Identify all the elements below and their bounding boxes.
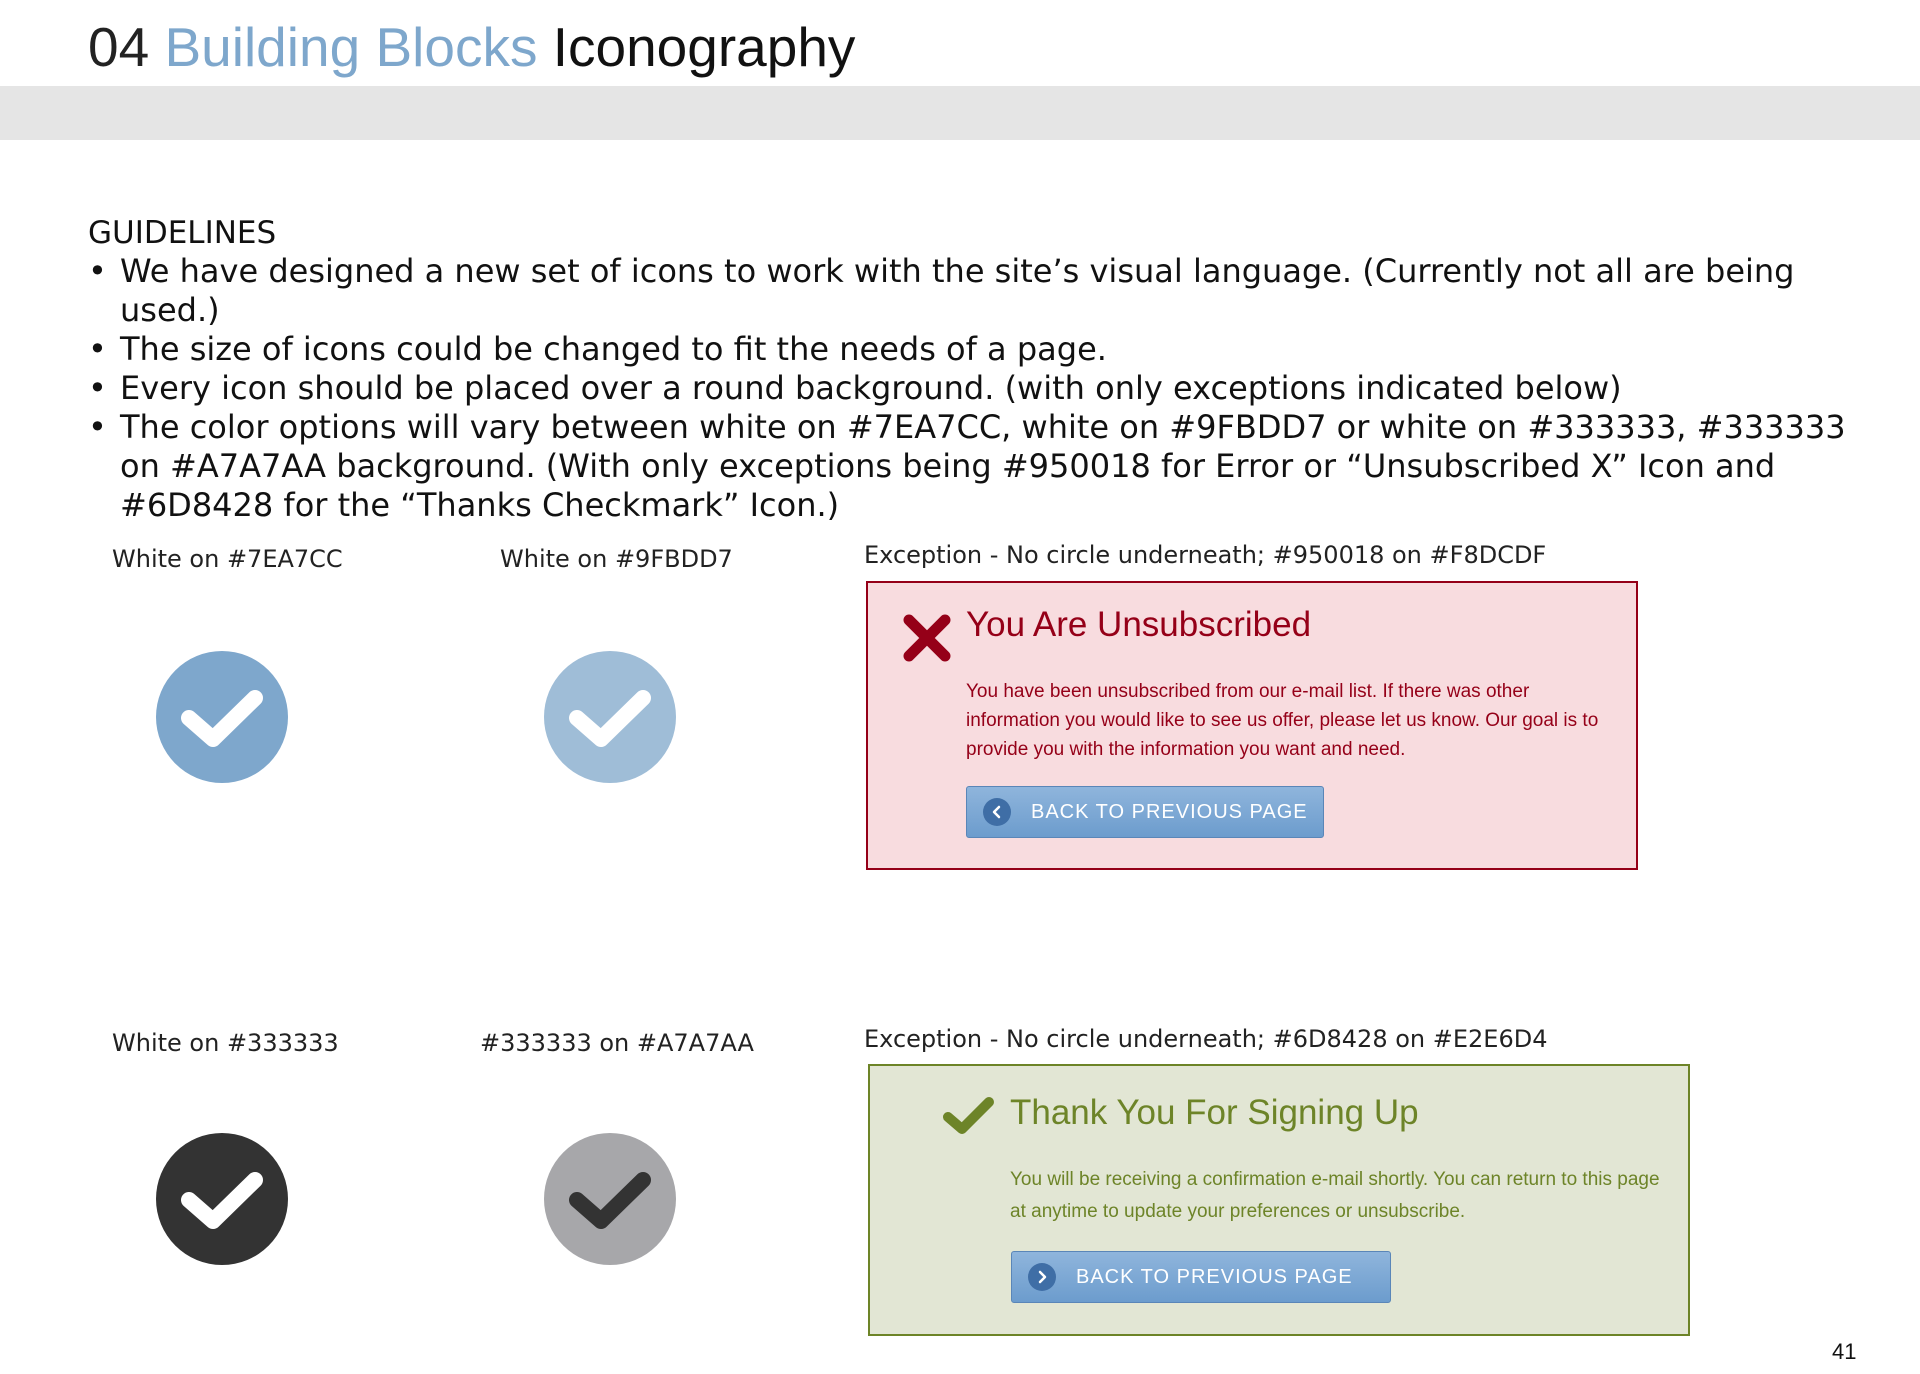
guideline-text: The color options will vary between white on #7EA7CC, white on #9FBDD7 or white on #333333, #333333 on #A7A7AA background. (With only exceptions being #950018 for Error or “Unsubscribed X” Icon and #6D8428 for the “Thanks Checkmark” Icon.) [120,408,1846,524]
checkmark-icon [156,651,288,783]
guidelines-list [88,252,1848,525]
bullet: • [88,408,107,446]
panel-message: You have been unsubscribed from our e-mail list. If there was other information you would like to see us offer, please let us know. Our goal is to provide you with the information you want and need. [966,681,1599,760]
bullet: • [88,369,107,407]
panel-message: You will be receiving a confirmation e-mail shortly. You can return to this page at anytime to update your preferences or unsubscribe. [1010,1169,1660,1222]
header-divider-band [0,86,1920,140]
page-title [88,14,855,80]
topic-name: Iconography [552,16,856,78]
section-name: Building Blocks [164,16,538,78]
guidelines-section [88,214,1848,525]
checkmark-icon [544,1133,676,1265]
button-label: BACK TO PREVIOUS PAGE [1031,800,1308,823]
checkmark-icon [544,651,676,783]
swatch-caption: White on #333333 [112,1029,339,1057]
guideline-text: Every icon should be placed over a round background. (with only exceptions indicated below) [120,369,1622,407]
page-number: 41 [1832,1339,1857,1364]
button-label: BACK TO PREVIOUS PAGE [1076,1265,1353,1288]
section-number: 04 [88,16,150,78]
back-to-previous-page-button[interactable] [966,786,1324,838]
guideline-item [88,369,1848,408]
guideline-text: We have designed a new set of icons to work with the site’s visual language. (Currently not all are being used.) [120,252,1795,329]
guidelines-heading: GUIDELINES [88,215,277,251]
x-icon [902,613,952,668]
back-to-previous-page-button[interactable] [1011,1251,1391,1303]
chevron-right-icon [1028,1263,1056,1291]
exception-caption-success: Exception - No circle underneath; #6D8428 on #E2E6D4 [864,1025,1548,1053]
swatch-caption: #333333 on #A7A7AA [480,1029,754,1057]
exception-caption-error: Exception - No circle underneath; #950018 on #F8DCDF [864,541,1547,569]
thank-you-message-panel [868,1064,1690,1336]
checkmark-icon [942,1096,994,1141]
unsubscribed-message-panel [866,581,1638,870]
panel-title: You Are Unsubscribed [966,605,1312,644]
swatch-caption: White on #9FBDD7 [500,545,733,573]
guideline-item [88,330,1848,369]
bullet: • [88,252,107,290]
guideline-item [88,252,1848,330]
checkmark-icon [156,1133,288,1265]
guideline-item [88,408,1848,525]
guideline-text: The size of icons could be changed to fit the needs of a page. [120,330,1107,368]
panel-title: Thank You For Signing Up [1010,1093,1419,1132]
swatch-caption: White on #7EA7CC [112,545,343,573]
bullet: • [88,330,107,368]
chevron-left-icon [983,798,1011,826]
